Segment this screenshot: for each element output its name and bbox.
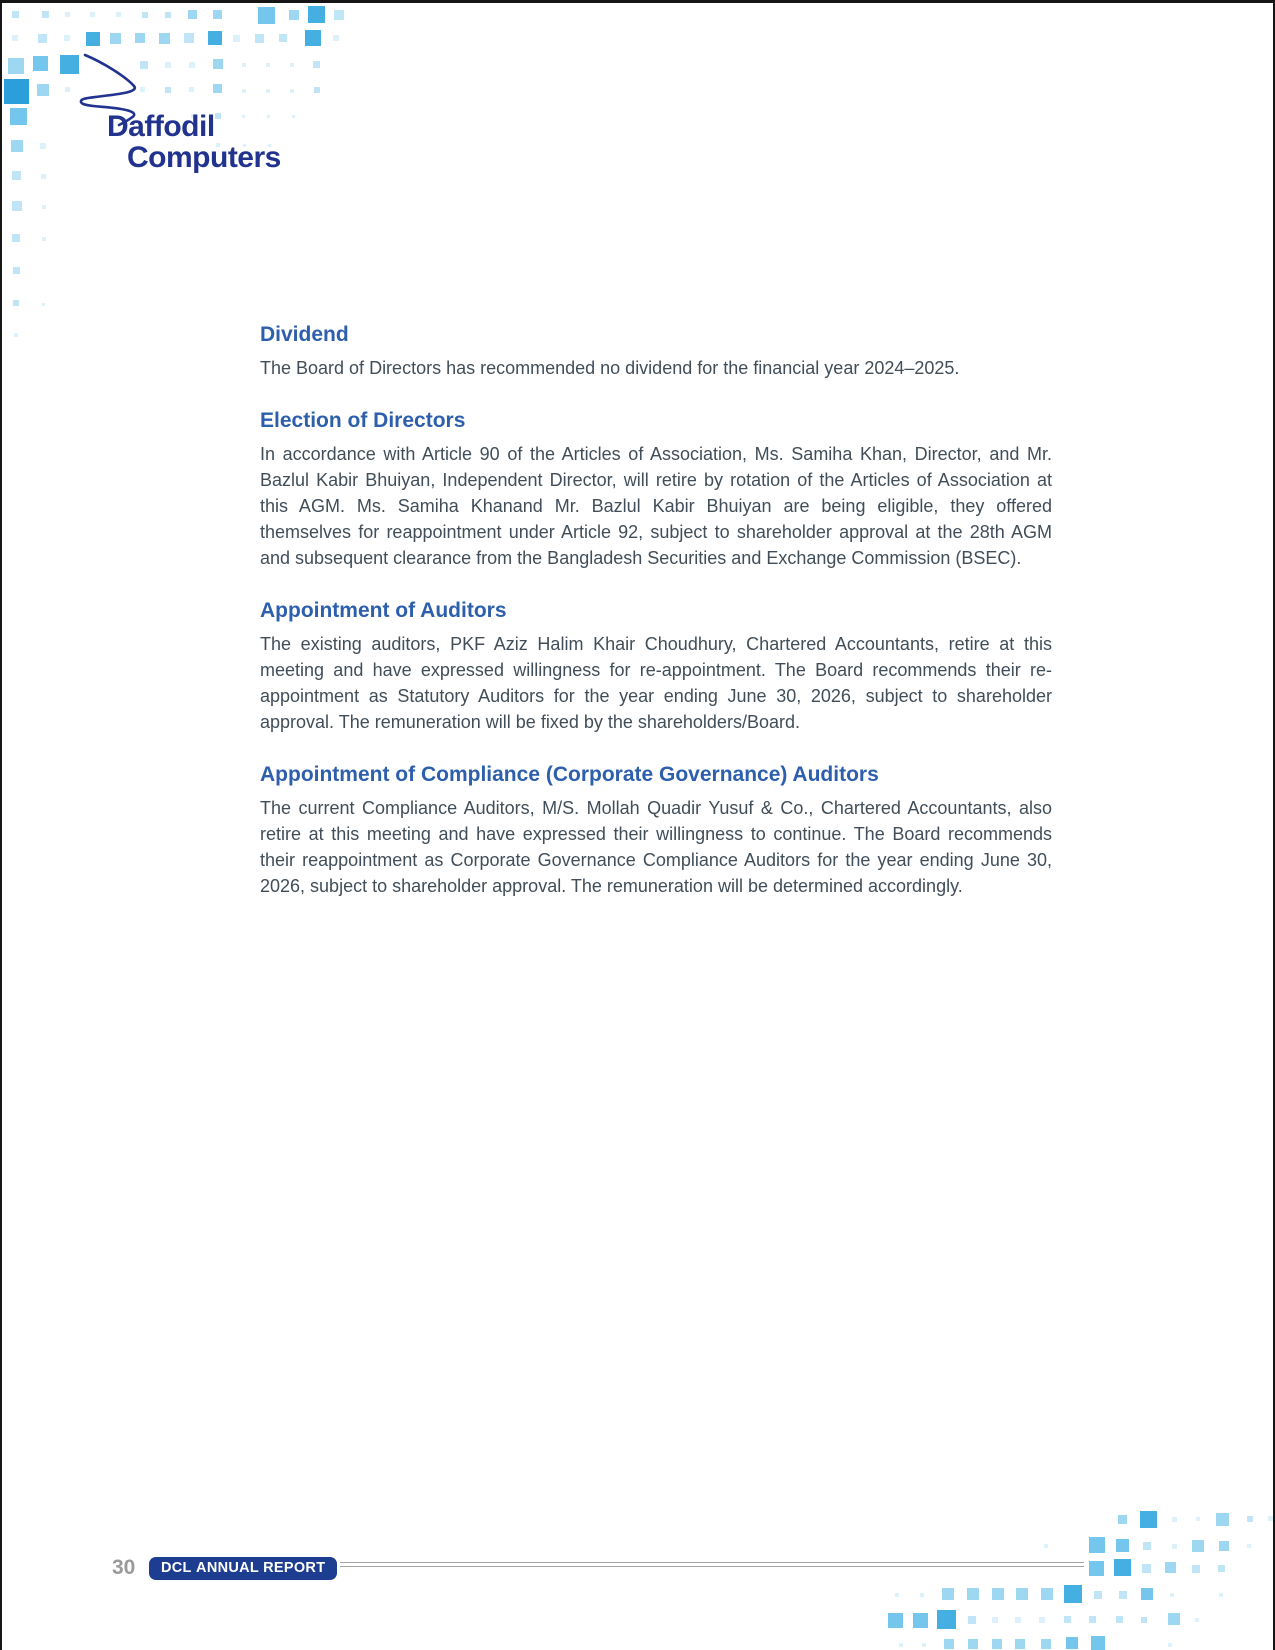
decor-square [334,10,344,20]
decor-square [90,12,95,17]
decor-square [1247,1544,1251,1548]
decor-square [1172,1544,1177,1549]
decor-square [242,63,246,67]
decor-square [308,6,325,23]
decor-square [1140,1511,1157,1528]
decor-square [1089,1616,1096,1623]
decor-square [233,35,240,42]
decor-square [266,63,270,67]
decor-square [937,1610,956,1629]
decor-square [942,1588,954,1600]
decor-square [313,61,320,68]
decor-square [967,1588,979,1600]
decor-square [189,87,194,92]
decor-square [1116,1616,1123,1623]
decor-square [65,12,70,17]
report-badge-dcl: DCL [161,1560,192,1576]
decor-square [290,63,294,67]
decor-square [188,10,197,19]
decor-square [1141,1588,1153,1600]
heading-election-of-directors: Election of Directors [260,409,466,432]
decor-square [305,30,321,46]
decor-square [189,62,195,68]
decor-square [1247,1516,1253,1522]
decor-square [12,234,20,242]
decor-square [165,12,171,18]
decor-square [1165,1562,1176,1573]
decor-square [1218,1565,1225,1572]
decor-square [255,34,264,43]
decor-square [8,58,24,74]
decor-square [944,1639,954,1649]
decor-square [1168,1613,1180,1625]
decor-square [1143,1542,1151,1550]
report-title-badge [149,1557,337,1580]
decor-square [1015,1617,1021,1623]
decor-square [1192,1540,1204,1552]
decor-square [13,300,19,306]
decor-square [290,89,294,93]
decor-square [920,1593,924,1597]
decor-square [899,1643,903,1647]
decor-square [159,33,170,44]
decor-square [1142,1564,1151,1573]
decor-square [42,303,45,306]
page-number: 30 [112,1556,136,1579]
decor-square [64,35,70,41]
decor-square [213,59,223,69]
paragraph-appointment-of-auditors: The existing auditors, PKF Aziz Halim Khair Choudhury, Chartered Accountants, retire at this meeting and have expressed willingness for re-appointment. The Board recommends their re-appointment as Statutory Auditors for the year ending June 30, 2026, subject to shareholder approval. The remuneration will be fixed by the shareholders/Board. [260,634,1052,732]
decor-square [213,10,222,19]
decor-square [992,1617,998,1623]
decor-square [116,12,121,17]
decor-square [266,89,270,93]
decor-square [1039,1617,1045,1623]
decor-square [1268,1516,1273,1521]
decor-square [38,34,47,43]
decor-square [1141,1617,1147,1623]
decor-square [1064,1616,1071,1623]
decor-square [12,201,22,211]
decor-square [1119,1591,1127,1599]
heading-appointment-of-auditors: Appointment of Auditors [260,599,507,622]
decor-square [208,31,222,45]
decor-square [135,33,145,43]
decor-square [12,11,19,18]
decor-square [258,7,275,24]
decor-square [242,89,246,93]
decor-square [1114,1559,1131,1576]
decor-square [1041,1588,1053,1600]
decor-square [292,115,295,118]
decor-square [1091,1636,1105,1650]
decor-square [1044,1544,1048,1548]
decor-square [12,35,18,41]
decor-square [33,56,48,71]
decor-square [992,1588,1004,1600]
decor-square [888,1613,903,1628]
decor-square [314,87,320,93]
decor-square [1196,1517,1200,1521]
decor-square [1066,1637,1078,1649]
decor-square [13,267,20,274]
decor-square [41,174,46,179]
footer-divider-rule [340,1562,1084,1567]
decor-square [1064,1585,1082,1603]
report-badge-annual-report: ANNUAL REPORT [196,1560,326,1576]
decor-square [1094,1591,1102,1599]
decor-square [14,333,18,337]
paragraph-dividend: The Board of Directors has recommended no dividend for the financial year 2024–2025. [260,358,960,378]
decor-square [968,1639,978,1649]
decor-square [922,1643,926,1647]
decor-square [213,84,222,93]
company-logo [107,111,281,173]
decor-square [279,34,287,42]
decor-square [1116,1539,1129,1552]
paragraph-election-of-directors: In accordance with Article 90 of the Articles of Association, Ms. Samiha Khan, Director, and Mr. Bazlul Kabir Bhuiyan, Independent Director, will retire by rotation of the Articles of Association at this AGM. Ms. Samiha Khanand Mr. Bazlul Kabir Bhuiyan are being eligible, they offered themselves for reappointment under Article 92, subject to shareholder approval at the 28th AGM and subsequent clearance from the Bangladesh Securities and Exchange Commission (BSEC). [260,444,1052,568]
decor-square [992,1639,1002,1649]
decor-square [1219,1593,1223,1597]
paragraph-appointment-of-compliance-auditors: The current Compliance Auditors, M/S. Mollah Quadir Yusuf & Co., Chartered Accountants, also retire at this meeting and have expressed their willingness to continue. The Board recommends their reappointment as Corporate Governance Compliance Auditors for the year ending June 30, 2026, subject to shareholder approval. The remuneration will be determined accordingly. [260,798,1052,896]
decor-square [11,140,23,152]
decor-square [110,33,121,44]
decor-square [1170,1593,1174,1597]
decor-square [1192,1565,1200,1573]
decor-square [1168,1643,1172,1647]
decor-square [289,10,299,20]
decor-square [1172,1517,1177,1522]
decor-square [333,35,339,41]
heading-appointment-of-compliance-auditors: Appointment of Compliance (Corporate Governance) Auditors [260,763,879,786]
decor-square [42,205,46,209]
decor-square [10,108,27,125]
decor-square [42,11,49,18]
decor-square [1015,1639,1025,1649]
decor-square [184,33,194,43]
decor-square [1089,1537,1105,1553]
decor-square [913,1613,928,1628]
logo-text-line1: Daffodil [107,110,215,143]
decor-square [40,143,46,149]
decor-square [1219,1541,1229,1551]
decor-square [1195,1618,1199,1622]
decor-square [86,32,100,46]
logo-text-line2: Computers [127,141,281,174]
decor-square [968,1616,976,1624]
heading-dividend: Dividend [260,323,349,346]
decor-square [142,12,148,18]
decor-square [1089,1561,1104,1576]
decor-square [37,84,49,96]
decor-square [42,237,46,241]
decor-square [895,1593,899,1597]
document-body [260,321,1052,925]
decor-square [1016,1588,1028,1600]
decor-square [1216,1513,1229,1526]
decor-square [1041,1639,1051,1649]
decor-square [4,79,29,104]
decor-square [1118,1515,1127,1524]
decor-square [12,171,21,180]
